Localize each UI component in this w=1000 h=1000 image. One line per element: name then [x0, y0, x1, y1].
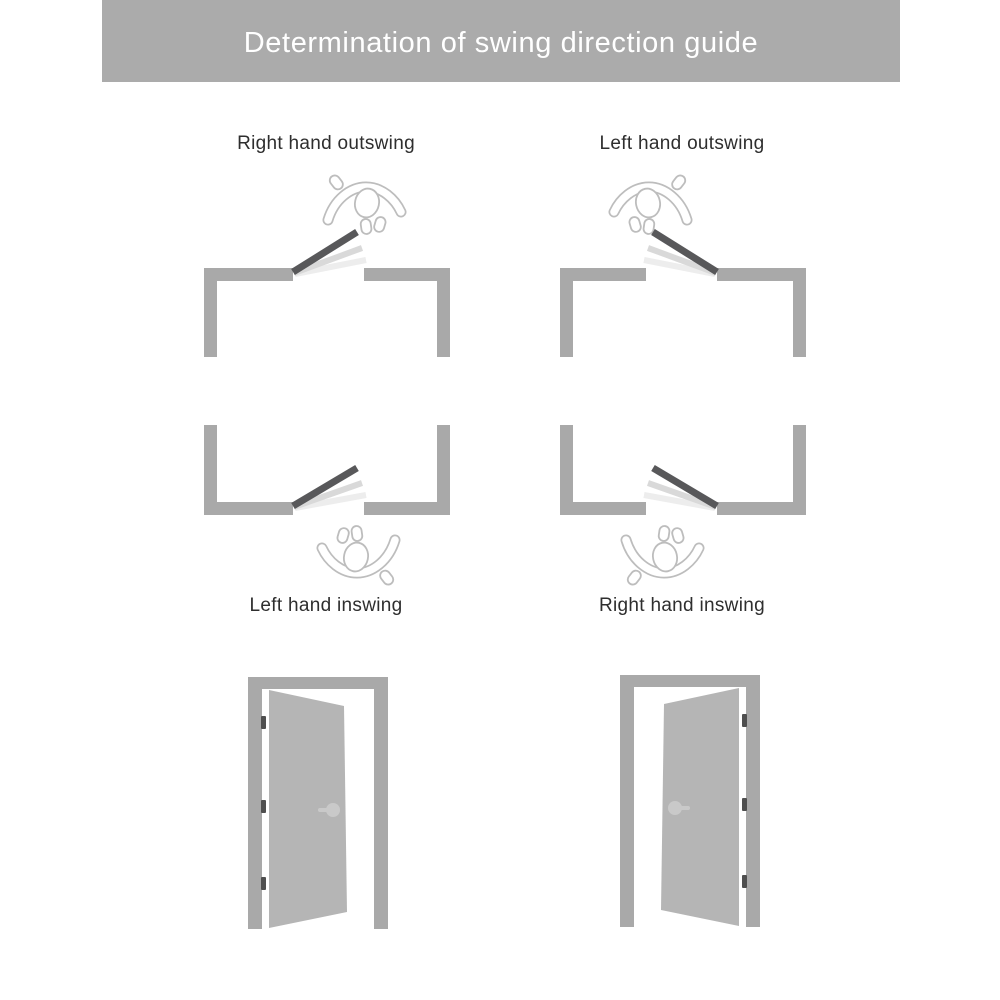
diagram-label: Left hand outswing	[599, 133, 765, 154]
page-title: Determination of swing direction guide	[243, 26, 759, 59]
door-swing-plan-icon	[558, 425, 808, 517]
diagram-left-hand-inswing	[200, 423, 452, 655]
diagram-label: Right hand outswing	[237, 133, 415, 154]
person-top-view-icon	[616, 522, 708, 586]
diagram-right-hand-inswing	[556, 423, 808, 655]
header-bar	[102, 0, 900, 82]
person-top-view-icon	[313, 522, 405, 586]
diagram-left-hand-outswing	[556, 132, 808, 364]
diagram-right-hand-outswing	[200, 132, 452, 364]
door-swing-plan-icon	[202, 227, 452, 359]
door-swing-plan-icon	[558, 227, 808, 359]
diagram-label: Left hand inswing	[249, 595, 403, 616]
door-swing-plan-icon	[202, 425, 452, 517]
open-door-left-hinged-icon	[248, 677, 388, 929]
open-door-right-hinged-icon	[620, 675, 760, 927]
diagram-label: Right hand inswing	[599, 595, 765, 616]
